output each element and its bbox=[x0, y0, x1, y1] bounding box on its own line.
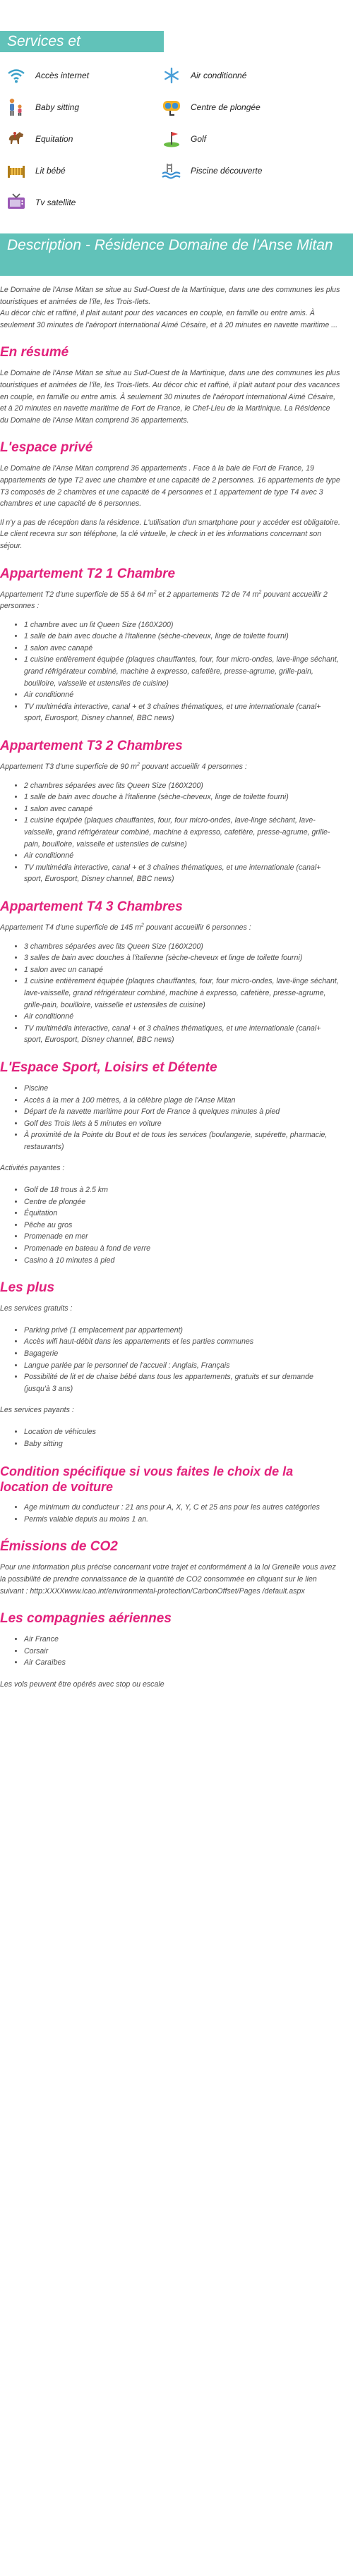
list-item: • Pêche au gros bbox=[24, 1220, 340, 1232]
prive-paragraph: Il n'y a pas de réception dans la résidence. L'utilisation d'un smartphone pour y accéder est obligatoire. Le client recevra sur son téléphone, la clé virtuelle, le check in et les informations concernant son séjour. bbox=[0, 518, 340, 550]
t2-intro-text: et 2 appartements T2 de 74 m bbox=[156, 590, 259, 599]
t3-features-list bbox=[0, 780, 340, 885]
services-title: Services et équipements bbox=[7, 33, 92, 69]
list-item: • Départ de la navette maritime pour Fort de France à quelques minutes à pied bbox=[24, 1106, 340, 1118]
amenity-label: Accès internet bbox=[35, 71, 90, 80]
section-heading-condition: Condition spécifique si vous faites le choix de la location de voiture bbox=[0, 1464, 294, 1495]
list-item: • Air conditionné bbox=[24, 850, 340, 862]
list-item: • Air conditionné bbox=[24, 1011, 340, 1023]
tv-icon bbox=[6, 192, 27, 213]
t4-intro bbox=[0, 922, 340, 934]
amenity-label: Piscine découverte bbox=[191, 166, 263, 176]
amenity-label: Centre de plongée bbox=[191, 102, 261, 112]
section-heading-co2: Émissions de CO2 bbox=[0, 1539, 118, 1555]
t4-intro-text: Appartement T4 d'une superficie de 145 m bbox=[0, 923, 141, 932]
amenity-label: Lit bébé bbox=[35, 166, 66, 176]
section-heading-t2: Appartement T2 1 Chambre bbox=[0, 566, 176, 581]
list-item: • Accès à la mer à 100 mètres, à la célèbre plage de l'Anse Mitan bbox=[24, 1095, 340, 1107]
amenity-item bbox=[161, 97, 261, 118]
list-item: • Corsair bbox=[24, 1646, 340, 1658]
amenity-item bbox=[161, 160, 262, 181]
amenities-grid bbox=[0, 65, 353, 224]
amenity-label: Golf bbox=[191, 134, 207, 144]
amenity-item bbox=[6, 65, 89, 86]
list-item: • Age minimum du conducteur : 21 ans pour A, X, Y, C et 25 ans pour les autres catégories bbox=[24, 1502, 340, 1514]
crib-icon bbox=[6, 160, 27, 181]
paid-activities-list bbox=[0, 1184, 340, 1266]
free-services-label: Les services gratuits : bbox=[0, 1304, 73, 1313]
superscript: 2 bbox=[153, 589, 157, 595]
t2-features-list bbox=[0, 619, 340, 724]
amenity-item bbox=[6, 97, 79, 118]
list-item: • TV multimédia interactive, canal + et 3 chaînes thématiques, et une internationale (canal+ sport, Eurosport, Disney channel, BBC news) bbox=[24, 862, 340, 885]
sport-features-list bbox=[0, 1083, 340, 1153]
list-item: • Équitation bbox=[24, 1208, 340, 1220]
amenity-label: Air conditionné bbox=[191, 71, 247, 80]
pool-icon bbox=[161, 160, 182, 181]
amenity-item bbox=[161, 128, 206, 150]
section-heading-airlines: Les compagnies aériennes bbox=[0, 1611, 172, 1627]
amenity-label: Tv satellite bbox=[35, 198, 76, 207]
services-header bbox=[0, 31, 164, 69]
description-header bbox=[0, 233, 353, 276]
superscript: 2 bbox=[137, 762, 140, 767]
diving-icon bbox=[161, 97, 182, 118]
list-item: • Golf des Trois Ilets à 5 minutes en voiture bbox=[24, 1118, 340, 1130]
amenity-item bbox=[6, 160, 66, 181]
baby-sitting-icon bbox=[6, 97, 27, 118]
t3-intro-text: pouvant accueillir 4 personnes : bbox=[139, 763, 247, 772]
list-item: • Casino à 10 minutes à pied bbox=[24, 1255, 340, 1267]
t4-intro-text: pouvant accueillir 6 personnes : bbox=[143, 923, 251, 932]
list-item: • TV multimédia interactive, canal + et 3 chaînes thématiques, et une internationale (canal+ sport, Eurosport, Disney channel, BBC news) bbox=[24, 1023, 340, 1046]
list-item: • Parking privé (1 emplacement par appartement) bbox=[24, 1325, 340, 1337]
resume-paragraph: Le Domaine de l'Anse Mitan se situe au Sud-Ouest de la Martinique, dans une des communes les plus touristiques et animées de l'île, les Trois-Ilets. Au décor chic et raffiné, il plait autant pour des vacances en couple, en famille ou entre amis. À seulement 30 minutes de l'aéroport international Aimé Césaire, et à 20 minutes en navette maritime de Fort de France, le Chef-Lieu de la Martinique. La Résidence du Domaine de l'Anse Mitan comprend 36 appartements. bbox=[0, 369, 340, 425]
section-heading-les-plus: Les plus bbox=[0, 1280, 55, 1296]
paid-services-list bbox=[0, 1426, 340, 1450]
list-item: • 1 salon avec canapé bbox=[24, 803, 340, 815]
list-item: • 1 chambre avec un lit Queen Size (160X200) bbox=[24, 619, 340, 631]
section-heading-espace-prive: L'espace privé bbox=[0, 440, 93, 456]
description-content bbox=[0, 284, 340, 1691]
section-heading-resume: En résumé bbox=[0, 345, 69, 360]
list-item: • À proximité de la Pointe du Bout et de tous les services (boulangerie, supérette, pharmacie, restaurants) bbox=[24, 1129, 340, 1153]
list-item: • Promenade en bateau à fond de verre bbox=[24, 1243, 340, 1255]
horse-icon bbox=[6, 128, 27, 150]
list-item: • 1 cuisine équipée (plaques chauffantes, four, four micro-ondes, lave-linge séchant, lave-vaisselle, grand réfrigérateur combiné, machine à expresso, cafetière, presse-agrume, grille-pain, bouilloire, vaisselle et ustensiles de cuisine) bbox=[24, 815, 340, 850]
amenities-row bbox=[0, 97, 353, 128]
amenity-label: Baby sitting bbox=[35, 102, 80, 112]
list-item: • 1 salon avec canapé bbox=[24, 643, 340, 655]
t4-features-list bbox=[0, 941, 340, 1046]
list-item: • 1 salon avec un canapé bbox=[24, 964, 340, 976]
airlines-note: Les vols peuvent être opérés avec stop ou escale bbox=[0, 1679, 164, 1689]
section-heading-t4: Appartement T4 3 Chambres bbox=[0, 899, 183, 914]
superscript: 2 bbox=[258, 589, 262, 595]
condition-list bbox=[0, 1502, 340, 1525]
list-item: • Langue parlée par le personnel de l'accueil : Anglais, Français bbox=[24, 1360, 340, 1372]
list-item: • Air France bbox=[24, 1634, 340, 1646]
airlines-list bbox=[0, 1634, 340, 1669]
intro-paragraph: Au décor chic et raffiné, il plait autant pour des vacances en couple, en famille ou entre amis. À seulement 30 minutes de l'aéroport international Aimé Césaire, et à 20 minutes en navette maritime ... bbox=[0, 309, 338, 329]
wifi-icon bbox=[6, 65, 27, 86]
list-item: • 3 chambres séparées avec lits Queen Size (160X200) bbox=[24, 941, 340, 953]
amenity-item bbox=[6, 192, 76, 213]
list-item: • 1 salle de bain avec douche à l'italienne (sèche-cheveux, linge de toilette fourni) bbox=[24, 791, 340, 803]
list-item: • Baby sitting bbox=[24, 1438, 340, 1450]
amenities-row bbox=[0, 128, 353, 160]
co2-paragraph: Pour une information plus précise concernant votre trajet et conformément à la loi Grenelle vous avez la possibilité de prendre connaissance de la quantité de CO2 consommée en cliquant sur le lien suivant : http:XXXXwww.icao.int/environmental-protection/CarbonOffset/Pages /default.aspx bbox=[0, 1563, 336, 1596]
prive-paragraph: Le Domaine de l'Anse Mitan comprend 36 appartements . Face à la baie de Fort de France, 19 appartements de type T2 avec une chambre et une capacité de 2 personnes. 16 appartements de type T3 composés de 2 chambres et une capacité de 4 personnes et 1 appartement de type T4 avec 3 chambres et une capacité de 6 personnes. bbox=[0, 464, 340, 509]
t3-intro bbox=[0, 761, 340, 773]
t3-intro-text: Appartement T3 d'une superficie de 90 m bbox=[0, 763, 137, 772]
list-item: • Air Caraïbes bbox=[24, 1657, 340, 1669]
golf-icon bbox=[161, 128, 182, 150]
list-item: • Promenade en mer bbox=[24, 1231, 340, 1243]
list-item: • 2 chambres séparées avec lits Queen Size (160X200) bbox=[24, 780, 340, 792]
t2-intro bbox=[0, 589, 340, 612]
free-services-list bbox=[0, 1325, 340, 1395]
list-item: • TV multimédia interactive, canal + et 3 chaînes thématiques, et une internationale (canal+ sport, Eurosport, Disney channel, BBC news) bbox=[24, 701, 340, 724]
paid-services-label: Les services payants : bbox=[0, 1406, 74, 1415]
list-item: • Accès wifi haut-débit dans les appartements et les parties communes bbox=[24, 1336, 340, 1348]
list-item: • Golf de 18 trous à 2.5 km bbox=[24, 1184, 340, 1196]
amenities-row bbox=[0, 65, 353, 97]
superscript: 2 bbox=[140, 923, 144, 928]
paid-activities-label: Activités payantes : bbox=[0, 1164, 65, 1173]
list-item: • Centre de plongée bbox=[24, 1196, 340, 1208]
amenities-row bbox=[0, 160, 353, 192]
intro-paragraph: Le Domaine de l'Anse Mitan se situe au Sud-Ouest de la Martinique, dans une des communes les plus touristiques et animées de l'île, les Trois-Ilets. bbox=[0, 286, 340, 306]
t2-intro-text: pouvant accueillir 2 personnes : bbox=[0, 590, 328, 611]
t2-intro-text: Appartement T2 d'une superficie de 55 à 64 m bbox=[0, 590, 154, 599]
amenity-item bbox=[161, 65, 246, 86]
description-title: Description - Résidence Domaine de l'Anse Mitan bbox=[7, 237, 333, 253]
list-item: • Possibilité de lit et de chaise bébé dans tous les appartements, gratuits et sur demande (jusqu'à 3 ans) bbox=[24, 1371, 340, 1395]
amenities-row bbox=[0, 192, 353, 224]
amenity-item bbox=[6, 128, 73, 150]
list-item: • Air conditionné bbox=[24, 689, 340, 701]
list-item: • Location de véhicules bbox=[24, 1426, 340, 1438]
list-item: • 1 cuisine entièrement équipée (plaques chauffantes, four, four micro-ondes, lave-linge séchant, lave-vaisselle, grand réfrigérateur combiné, machine à expresso, cafetière, presse-agrume, grille-pain, bouilloire, vaisselle et ustensiles de cuisine) bbox=[24, 976, 340, 1011]
list-item: • 3 salles de bain avec douches à l'italienne (sèche-cheveux et linge de toilette fourni) bbox=[24, 952, 340, 964]
list-item: • Permis valable depuis au moins 1 an. bbox=[24, 1514, 340, 1526]
section-heading-t3: Appartement T3 2 Chambres bbox=[0, 739, 183, 754]
list-item: • Piscine bbox=[24, 1083, 340, 1095]
snowflake-icon bbox=[161, 65, 182, 86]
amenity-label: Equitation bbox=[35, 134, 73, 144]
list-item: • 1 salle de bain avec douche à l'italienne (sèche-cheveux, linge de toilette fourni) bbox=[24, 631, 340, 643]
section-heading-sport: L'Espace Sport, Loisirs et Détente bbox=[0, 1059, 217, 1075]
list-item: • 1 cuisine entièrement équipée (plaques chauffantes, four, four micro-ondes, lave-linge séchant, grand réfrigérateur combiné, machine à expresso, cafetière, presse-agrume, grille-pain, bouilloire, vaisselle et ustensiles de cuisine) bbox=[24, 654, 340, 689]
list-item: • Bagagerie bbox=[24, 1348, 340, 1360]
